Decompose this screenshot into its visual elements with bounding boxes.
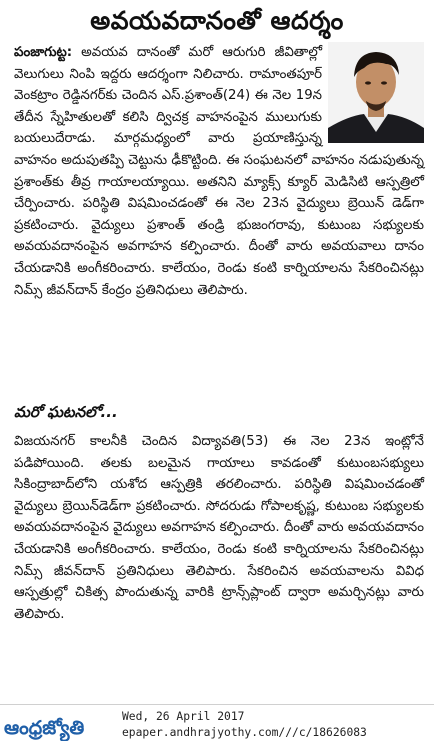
footer	[0, 704, 434, 746]
article-paragraph-2: విజయనగర్ కాలనీకి చెందిన విద్యావతి(53) ఈ నెల 23న ఇంట్లోనే పడిపోయింది. తలకు బలమైన గాయాలు కావడంతో కుటుంబసభ్యులు సికింద్రాబాద్‌లోని యశోద ఆస్పత్రికి తరలించారు. పరిస్థితి విషమించడంతో వైద్యులు బ్రెయిన్‌డెడ్‌గా ప్రకటించారు. సోదరుడు గోపాలకృష్ణ, కుటుంబ సభ్యులకు అవయవదానంపైన వైద్యులు అవగాహన కల్పించారు. దీంతో వారు అవయవదానం చేయడానికి అంగీకరించారు. కాలేయం, రెండు కంటి కార్నియాలను సేకరించినట్లు నిమ్స్ జీవన్‌దాన్ ప్రతినిధులు తెలిపారు. సేకరించిన అవయవాలను వివిధ ఆస్పత్రుల్లో చికిత్స పొందుతున్న వారికి ట్రాన్స్‌ప్లాంట్ ద్వారా అమర్చినట్లు వారు తెలిపారు.	[14, 434, 424, 622]
svg-text:ఆంధ్రజ్యోతి: ఆంధ్రజ్యోతి	[4, 717, 85, 739]
epaper-url[interactable]: epaper.andhrajyothy.com///c/18626083	[122, 726, 367, 739]
paragraph-1-text: అవయవ దానంతో మరో ఆరుగురి జీవితాల్లో వెలుగులు నింపి ఇద్దరు ఆదర్శంగా నిలిచారు. రామాంతపూర్ వెంకట్రాం రెడ్డినగర్‌కు చెందిన ఎస్.ప్రశాంత్(24) ఈ నెల 19న తేదీన స్నేహితులతో కలిసి ద్విచక్ర వాహనంపైన ములుగుకు బయలుదేరాడు. మార్గమధ్యంలో వారు ప్రయాణిస్తున్న వాహనం అదుపుతప్పి చెట్టును ఢీకొట్టింది. ఈ సంఘటనలో వాహనం నడుపుతున్న ప్రశాంత్‌కు తీవ్ర గాయాలయ్యాయి. అతనిని మ్యాక్స్ క్యూర్ మెడిసిటి ఆస్పత్రిలో చేర్పించారు. పరిస్థితి విషమించడంతో ఈ నెల 23న వైద్యులు బ్రెయిన్ డెడ్‌గా ప్రకటించారు. వైద్యులు ప్రశాంత్ తండ్రి భుజంగరావు, కుటుంబ సభ్యులకు అవయవదానంపైన అవగాహన కల్పించారు. దీంతో వారు అవయవాలు దానం చేయడానికి అంగీకరించారు. కాలేయం, రెండు కంటి కార్నియాలను సేకరించినట్లు నిమ్స్ జీవన్‌దాన్ కేంద్రం ప్రతినిధులు తెలిపారు.	[14, 45, 424, 298]
article-paragraph-1	[14, 42, 424, 301]
portrait-photo	[328, 42, 424, 143]
subheading: మరో ఘటనలో...	[14, 403, 118, 421]
lead-place: పంజాగుట్ట:	[14, 45, 73, 60]
andhrajyothy-logo-icon	[4, 711, 116, 741]
publish-date: Wed, 26 April 2017	[122, 710, 245, 723]
portrait-photo-icon	[328, 42, 424, 143]
headline: అవయవదానంతో ఆదర్శం	[90, 6, 344, 35]
